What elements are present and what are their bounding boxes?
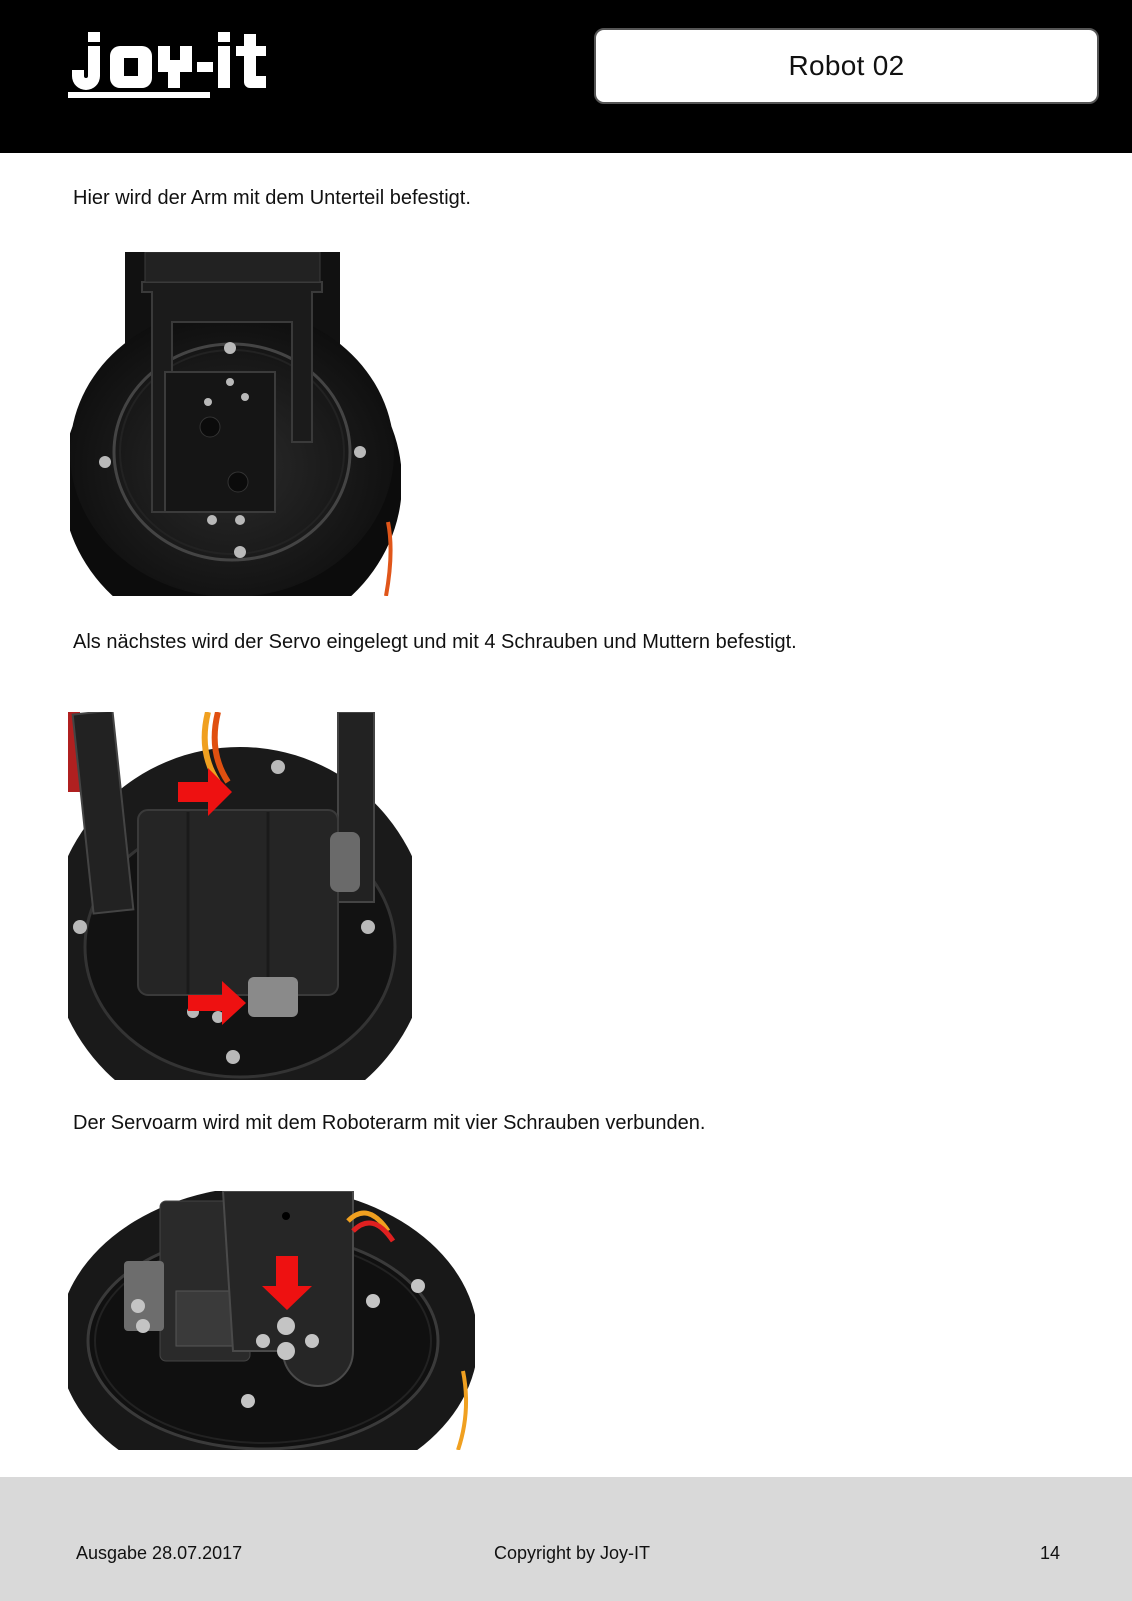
edition-date: Ausgabe 28.07.2017 xyxy=(76,1543,243,1563)
photo-servo-arm-connected xyxy=(68,1191,475,1450)
page-footer xyxy=(0,1477,1132,1601)
document-title: Robot 02 xyxy=(788,50,905,81)
photo-servo-inserted xyxy=(68,712,412,1080)
page-number: 14 xyxy=(1040,1543,1061,1563)
instruction-text-2: Als nächstes wird der Servo eingelegt und mit 4 Schrauben und Muttern befestigt. xyxy=(73,631,797,653)
document-title-box xyxy=(594,28,1099,104)
joy-it-logo xyxy=(66,26,276,104)
instruction-text-3: Der Servoarm wird mit dem Roboterarm mit vier Schrauben verbunden. xyxy=(73,1112,706,1134)
instruction-text-1: Hier wird der Arm mit dem Unterteil befestigt. xyxy=(73,187,471,209)
photo-arm-on-base xyxy=(70,252,401,596)
page-header xyxy=(0,0,1132,153)
copyright-text: Copyright by Joy-IT xyxy=(494,1543,651,1563)
